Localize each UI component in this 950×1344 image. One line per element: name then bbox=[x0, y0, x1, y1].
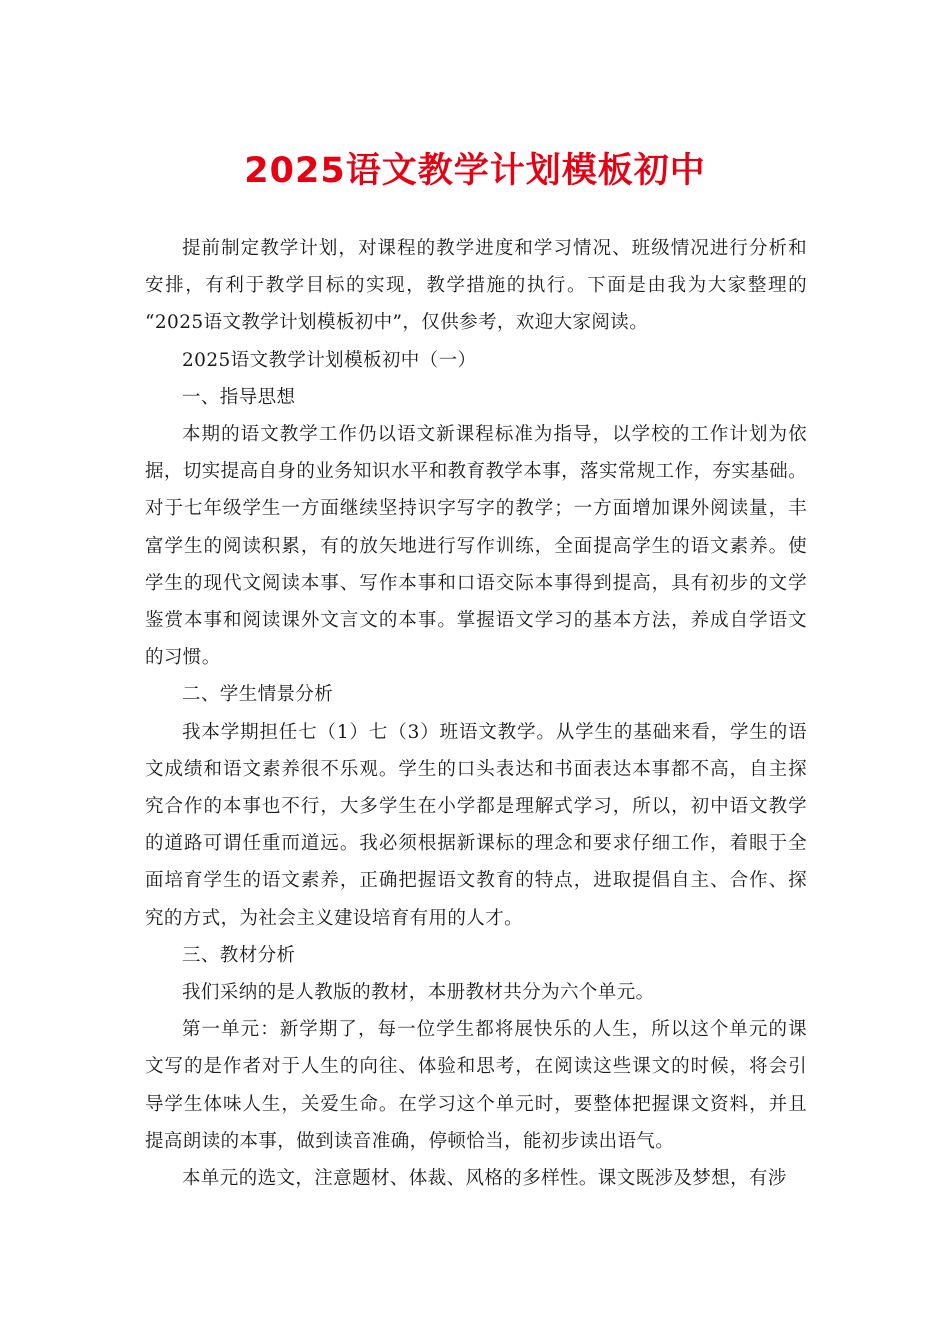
paragraph bbox=[145, 342, 807, 379]
paragraph-line: 的道路可谓任重而道远。我必须根据新课标的理念和要求仔细工作，着眼于全 bbox=[145, 833, 807, 855]
document-body bbox=[145, 230, 807, 1197]
paragraph-line: 面培育学生的语文素养，正确把握语文教育的特点，进取提倡自主、合作、探 bbox=[145, 870, 807, 892]
paragraph-line: 我们采纳的是人教版的教材，本册教材共分为六个单元。 bbox=[182, 982, 655, 1004]
paragraph-line: 文写的是作者对于人生的向往、体验和思考，在阅读这些课文的时候，将会引 bbox=[145, 1056, 807, 1078]
paragraph-line: 我本学期担任七（1）七（3）班语文教学。从学生的基础来看，学生的语 bbox=[182, 721, 807, 743]
paragraph-line: “2025语文教学计划模板初中”，仅供参考，欢迎大家阅读。 bbox=[145, 312, 649, 334]
paragraph-line: 鉴赏本事和阅读课外文言文的本事。掌握语文学习的基本方法，养成自学语文 bbox=[145, 610, 807, 632]
paragraph bbox=[145, 230, 807, 342]
document-title: 2025语文教学计划模板初中 bbox=[244, 151, 706, 191]
paragraph-line: 2025语文教学计划模板初中（一） bbox=[182, 349, 477, 371]
paragraph-line: 安排，有利于教学目标的实现，教学措施的执行。下面是由我为大家整理的 bbox=[145, 275, 807, 297]
paragraph bbox=[145, 379, 807, 416]
paragraph bbox=[145, 676, 807, 713]
paragraph-line: 据，切实提高自身的业务知识水平和教育教学本事，落实常规工作，夯实基础。 bbox=[145, 461, 807, 483]
paragraph bbox=[145, 1160, 807, 1197]
paragraph-line: 文成绩和语文素养很不乐观。学生的口头表达和书面表达本事都不高，自主探 bbox=[145, 758, 807, 780]
paragraph-line: 二、学生情景分析 bbox=[182, 684, 334, 706]
paragraph bbox=[145, 714, 807, 937]
paragraph bbox=[145, 974, 807, 1011]
paragraph bbox=[145, 937, 807, 974]
paragraph-line: 三、教材分析 bbox=[182, 944, 296, 966]
paragraph bbox=[145, 1011, 807, 1160]
paragraph-line: 本期的语文教学工作仍以语文新课程标准为指导，以学校的工作计划为依 bbox=[182, 424, 807, 446]
paragraph-line: 富学生的阅读积累，有的放矢地进行写作训练，全面提高学生的语文素养。使 bbox=[145, 535, 807, 557]
paragraph-line: 一、指导思想 bbox=[182, 386, 296, 408]
paragraph-line: 导学生体味人生，关爱生命。在学习这个单元时，要整体把握课文资料，并且 bbox=[145, 1093, 807, 1115]
paragraph-line: 究的方式，为社会主义建设培育有用的人才。 bbox=[145, 907, 524, 929]
paragraph-line: 的习惯。 bbox=[145, 647, 221, 669]
paragraph-line: 第一单元：新学期了，每一位学生都将展快乐的人生，所以这个单元的课 bbox=[182, 1019, 807, 1041]
paragraph-line: 究合作的本事也不行，大多学生在小学都是理解式学习，所以，初中语文教学 bbox=[145, 796, 807, 818]
paragraph bbox=[145, 416, 807, 676]
paragraph-line: 本单元的选文，注意题材、体裁、风格的多样性。课文既涉及梦想，有涉 bbox=[182, 1168, 787, 1190]
paragraph-line: 提高朗读的本事，做到读音准确，停顿恰当，能初步读出语气。 bbox=[145, 1130, 675, 1152]
paragraph-line: 提前制定教学计划，对课程的教学进度和学习情况、班级情况进行分析和 bbox=[182, 238, 807, 259]
paragraph-line: 对于七年级学生一方面继续坚持识字写字的教学；一方面增加课外阅读量，丰 bbox=[145, 498, 807, 520]
paragraph-line: 学生的现代文阅读本事、写作本事和口语交际本事得到提高，具有初步的文学 bbox=[145, 572, 807, 594]
